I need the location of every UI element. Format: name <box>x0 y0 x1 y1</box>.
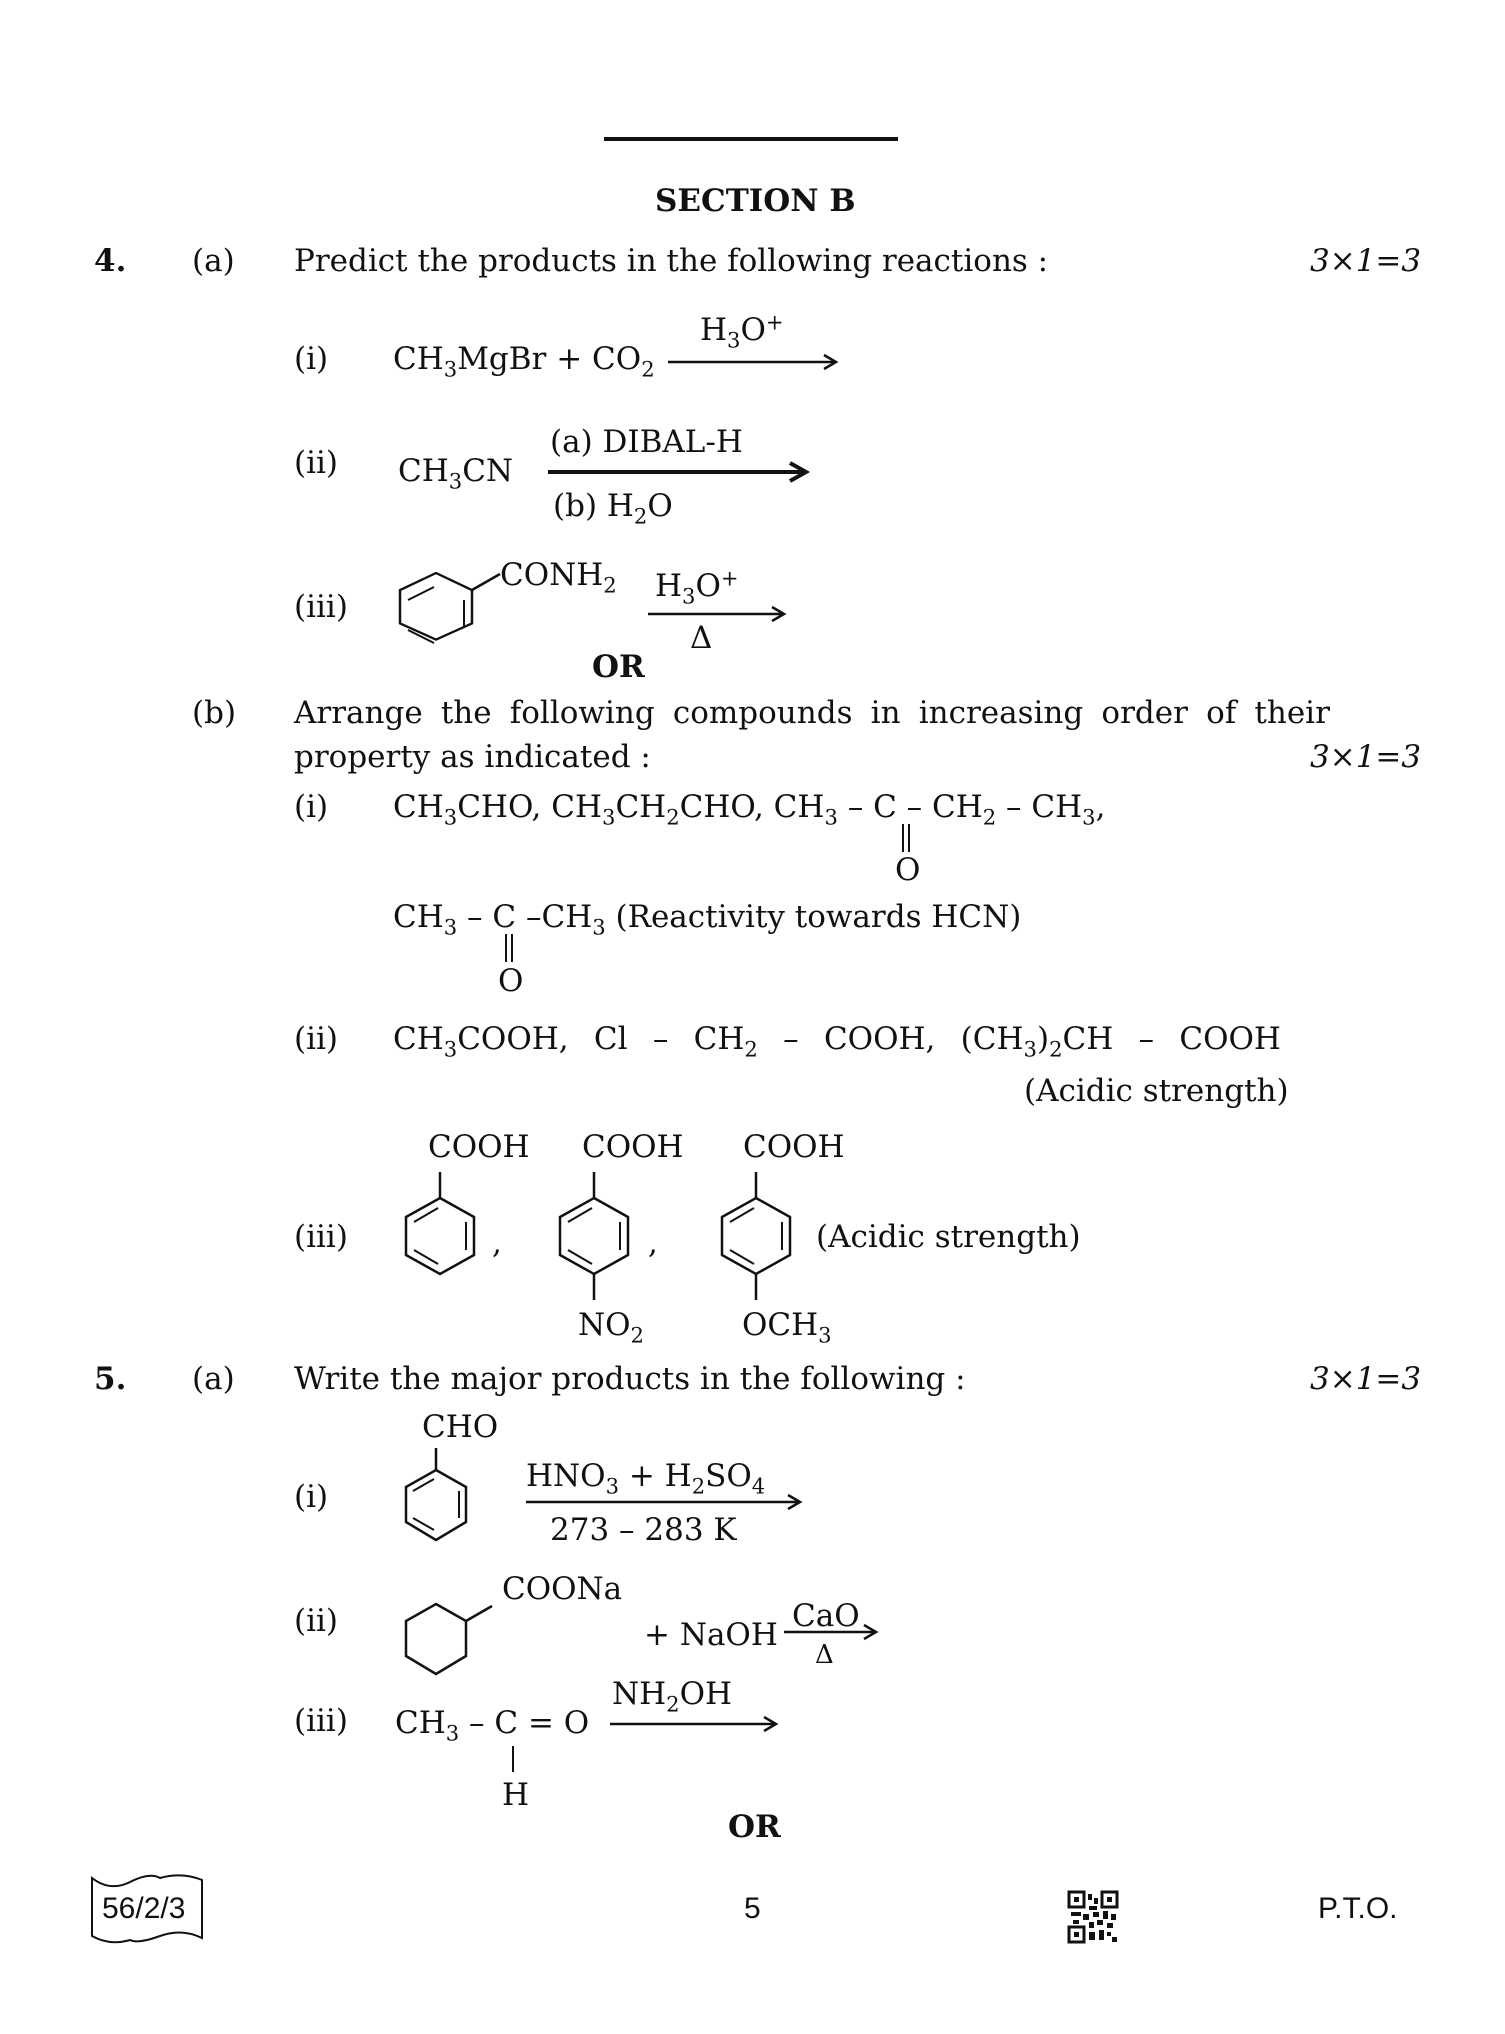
word: their <box>1254 695 1330 731</box>
q5a-prompt: Write the major products in the following : <box>294 1361 966 1397</box>
methoxybenzoic-acid-ring-icon <box>706 1170 806 1310</box>
q4a-iii-substituent: $CONH_2$ <box>500 557 617 598</box>
paper-code: 56/2/3 <box>102 1892 186 1925</box>
q4b-prompt-line1 <box>294 695 1330 731</box>
q5a-iii-label: (iii) <box>294 1703 348 1739</box>
benzaldehyde-ring-icon <box>390 1448 480 1548</box>
benzoic-acid-ring-icon <box>390 1170 490 1280</box>
question-number-4: 4. <box>94 243 127 279</box>
cho-label: CHO <box>422 1409 499 1445</box>
q4a-prompt: Predict the products in the following reactions : <box>294 243 1049 279</box>
cooh-label: COOH <box>582 1129 684 1165</box>
double-bond-icon <box>503 934 515 964</box>
double-bond-icon <box>900 824 912 854</box>
q4a-ii-reagent-below: (b) $H_2O$ <box>553 488 673 529</box>
q4b-ii-property: (Acidic strength) <box>1024 1073 1289 1109</box>
cyclohexane-ring-icon <box>390 1596 500 1686</box>
word: Arrange <box>294 695 423 731</box>
q5a-iii-reactant: $CH_3 - C = O$ <box>395 1705 590 1746</box>
pto-label: P.T.O. <box>1318 1892 1398 1925</box>
reaction-arrow-icon <box>668 352 840 372</box>
q5a-i-label: (i) <box>294 1479 329 1515</box>
coona-label: COONa <box>502 1571 623 1607</box>
q4a-i-reagent: $H_3O^+$ <box>700 309 784 353</box>
q5a-ii-reagent-below: Δ <box>815 1640 834 1670</box>
cooh-label: COOH <box>743 1129 845 1165</box>
q4b-i-compounds-line2: $CH_3$ – C $-CH_3$ (Reactivity towards HCN) <box>393 899 1022 940</box>
word: following <box>509 695 655 731</box>
top-divider <box>604 137 898 141</box>
or-label: OR <box>728 1809 781 1845</box>
q4a-i-reactant: $CH_3MgBr + CO_2$ <box>393 341 655 382</box>
nitro-label: $NO_2$ <box>578 1307 644 1348</box>
q4b-iii-property: (Acidic strength) <box>816 1219 1081 1255</box>
cooh-label: COOH <box>428 1129 530 1165</box>
reaction-arrow-icon <box>784 1622 880 1642</box>
q5a-i-reagent-above: $HNO_3 + H_2SO_4$ <box>526 1458 766 1499</box>
q4b-ii-label: (ii) <box>294 1021 339 1057</box>
property-label: (Reactivity towards HCN) <box>615 899 1022 935</box>
nitrobenzoic-acid-ring-icon <box>544 1170 644 1310</box>
page-number: 5 <box>744 1892 761 1925</box>
section-title: SECTION B <box>655 183 856 219</box>
q4b-ii-compounds: $CH_3COOH$, Cl – $CH_2$ – COOH, $(CH_3)_2CH$ – COOH <box>393 1021 1281 1062</box>
q4a-marks: 3×1=3 <box>1310 243 1422 279</box>
q5a-i-reagent-below: 273 – 283 K <box>550 1512 737 1548</box>
word: increasing <box>918 695 1084 731</box>
comma: , <box>648 1225 658 1261</box>
q5a-ii-extra: + NaOH <box>644 1617 778 1653</box>
q4b-marks: 3×1=3 <box>1310 739 1422 775</box>
q4b-iii-label: (iii) <box>294 1219 348 1255</box>
word: in <box>870 695 901 731</box>
benzene-ring-icon <box>392 570 502 650</box>
q4b-prompt-line2: property as indicated : <box>294 739 651 775</box>
q4b-i-label: (i) <box>294 789 329 825</box>
q4b-i-compounds-line1: $CH_3CHO$, $CH_3CH_2CHO$, $CH_3$ – C – $CH_2 - CH_3$, <box>393 789 1106 830</box>
q4a-ii-reagent-above: (a) DIBAL-H <box>550 424 743 460</box>
or-label: OR <box>592 649 645 685</box>
q4a-ii-label: (ii) <box>294 445 339 481</box>
q5a-marks: 3×1=3 <box>1310 1361 1422 1397</box>
q5a-ii-label: (ii) <box>294 1603 339 1639</box>
methoxy-label: $OCH_3$ <box>742 1307 832 1348</box>
word: of <box>1206 695 1237 731</box>
hydrogen-atom: H <box>502 1777 530 1813</box>
q4b-label: (b) <box>192 695 237 731</box>
q4a-iii-reagent-above: $H_3O^+$ <box>655 565 739 609</box>
question-number-5: 5. <box>94 1361 127 1397</box>
single-bond-icon <box>510 1746 516 1776</box>
oxygen-atom: O <box>498 963 524 999</box>
q5a-iii-reagent-above: $NH_2OH$ <box>612 1676 733 1717</box>
reaction-arrow-icon <box>648 604 788 624</box>
word: the <box>440 695 492 731</box>
qr-code-icon <box>1069 1892 1117 1942</box>
q4a-iii-label: (iii) <box>294 589 348 625</box>
q4a-label: (a) <box>192 243 235 279</box>
reaction-arrow-icon <box>526 1492 806 1512</box>
q4a-i-label: (i) <box>294 341 329 377</box>
q4a-ii-reactant: $CH_3CN$ <box>398 453 514 494</box>
word: compounds <box>672 695 853 731</box>
reaction-arrow-icon <box>548 460 812 484</box>
q5a-ii-reagent-above: CaO <box>792 1598 860 1634</box>
oxygen-atom: O <box>895 852 921 888</box>
reaction-arrow-icon <box>610 1714 780 1734</box>
q5a-label: (a) <box>192 1361 235 1397</box>
comma: , <box>492 1225 502 1261</box>
word: order <box>1101 695 1188 731</box>
q4a-iii-reagent-below: Δ <box>690 620 713 656</box>
